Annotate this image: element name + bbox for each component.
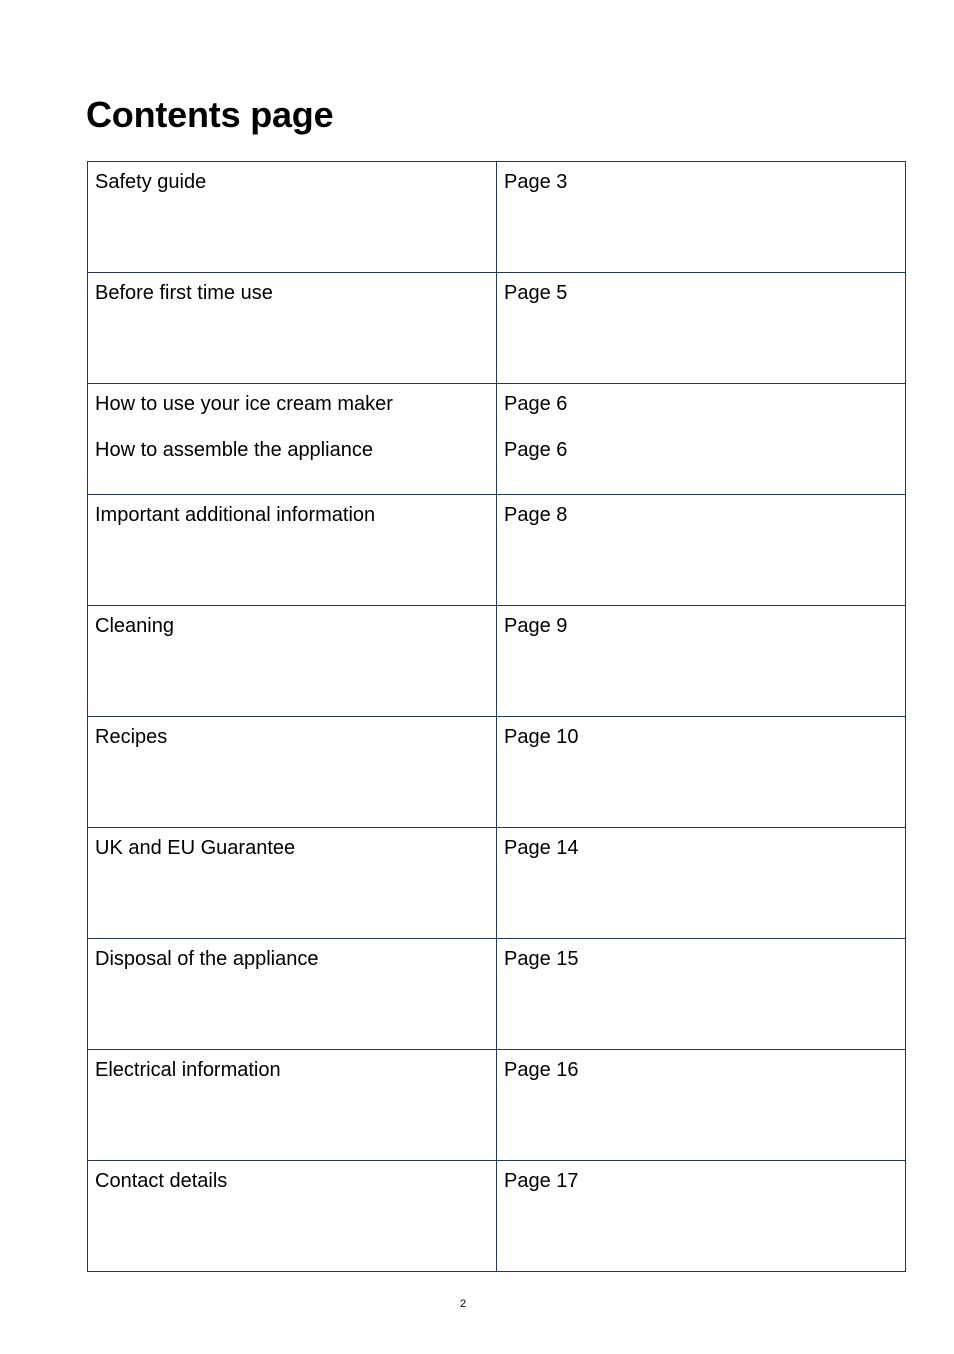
section-cell bbox=[88, 273, 497, 384]
page-reference-cell bbox=[497, 1050, 906, 1161]
page-reference-cell bbox=[497, 162, 906, 273]
section-cell bbox=[88, 606, 497, 717]
section-title: Disposal of the appliance bbox=[95, 948, 319, 970]
table-row bbox=[88, 939, 906, 1050]
page-reference: Page 6 bbox=[504, 439, 568, 461]
page-reference-cell bbox=[497, 1161, 906, 1272]
section-cell bbox=[88, 828, 497, 939]
page-reference: Page 5 bbox=[504, 282, 568, 304]
page-reference: Page 15 bbox=[504, 948, 579, 970]
page-reference-cell bbox=[497, 828, 906, 939]
table-row bbox=[88, 717, 906, 828]
table-row bbox=[88, 273, 906, 384]
page-reference-cell bbox=[497, 717, 906, 828]
section-cell bbox=[88, 1050, 497, 1161]
section-title: How to assemble the appliance bbox=[95, 439, 373, 461]
page-reference: Page 16 bbox=[504, 1059, 579, 1081]
page-title: Contents page bbox=[86, 94, 334, 135]
section-cell bbox=[88, 717, 497, 828]
page-reference: Page 8 bbox=[504, 504, 568, 526]
section-cell bbox=[88, 162, 497, 273]
section-cell bbox=[88, 384, 497, 495]
page-reference-cell bbox=[497, 495, 906, 606]
section-title: Before first time use bbox=[95, 282, 273, 304]
section-title: Electrical information bbox=[95, 1059, 281, 1081]
section-title: Important additional information bbox=[95, 504, 376, 526]
page-reference: Page 9 bbox=[504, 615, 568, 637]
page-reference-cell bbox=[497, 384, 906, 495]
section-title: UK and EU Guarantee bbox=[95, 837, 296, 859]
page-reference: Page 3 bbox=[504, 171, 568, 193]
table-row bbox=[88, 1161, 906, 1272]
page-reference-cell bbox=[497, 273, 906, 384]
page-number: 2 bbox=[459, 1298, 467, 1310]
table-row bbox=[88, 495, 906, 606]
page-reference: Page 14 bbox=[504, 837, 579, 859]
page-reference: Page 6 bbox=[504, 393, 568, 415]
section-title: Contact details bbox=[95, 1170, 228, 1192]
table-row bbox=[88, 606, 906, 717]
page-reference: Page 17 bbox=[504, 1170, 579, 1192]
section-title: Recipes bbox=[95, 726, 168, 748]
section-title: Safety guide bbox=[95, 171, 207, 193]
page-reference: Page 10 bbox=[504, 726, 579, 748]
section-title: Cleaning bbox=[95, 615, 174, 637]
page-reference-cell bbox=[497, 939, 906, 1050]
section-cell bbox=[88, 1161, 497, 1272]
page-reference-cell bbox=[497, 606, 906, 717]
table-row bbox=[88, 384, 906, 495]
table-row bbox=[88, 162, 906, 273]
contents-table bbox=[87, 161, 906, 1272]
section-cell bbox=[88, 939, 497, 1050]
section-title: How to use your ice cream maker bbox=[95, 393, 393, 415]
table-row bbox=[88, 1050, 906, 1161]
table-row bbox=[88, 828, 906, 939]
section-cell bbox=[88, 495, 497, 606]
